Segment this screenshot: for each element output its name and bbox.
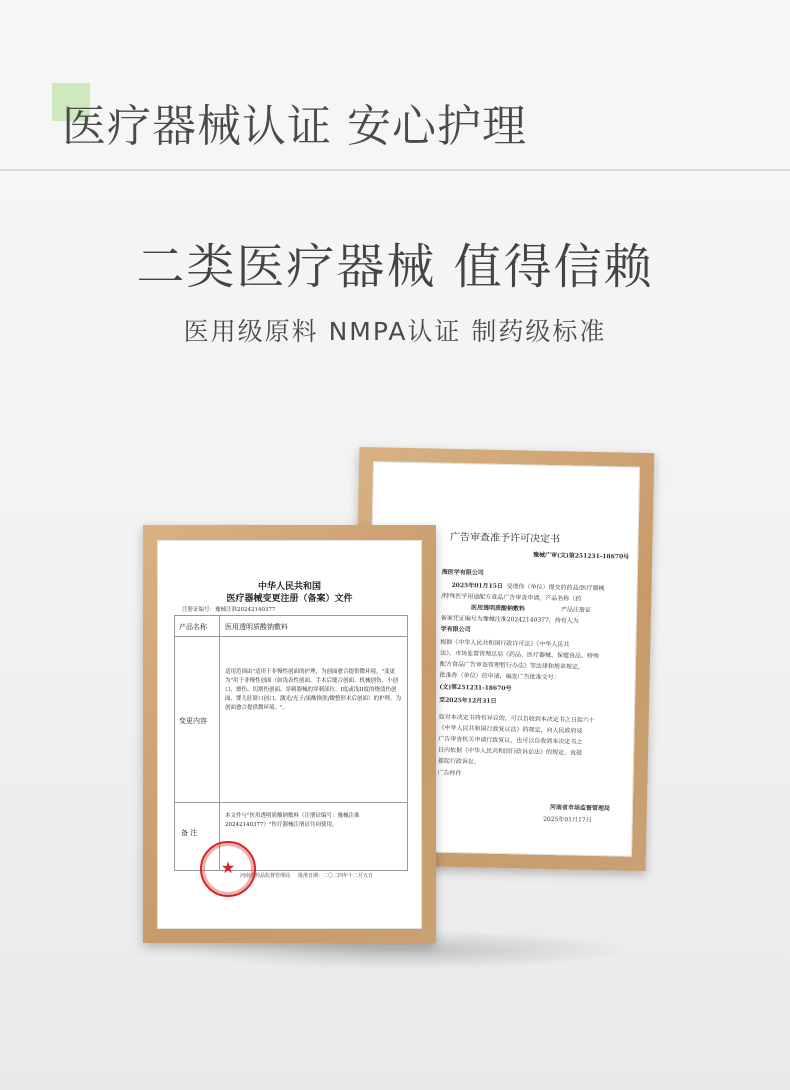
official-seal: [200, 841, 256, 897]
row-label-change-content: 变更内容: [179, 717, 207, 725]
seal-star-icon: ★: [220, 858, 236, 877]
row-value-change-content: 适用范围由"适用于非慢性创面的护理，为创面愈合提供微环境。"变更为"用于非慢性创面（如浅表性创面、手术后缝合创面、机械创伤、小创口、擦伤、切割伤创面、穿刺器械的穿刺部位、I度或浅II度的烧烫伤创面、婴儿肚脐口创口、激光/光子/果酸换肤/微整形术后创面）的护理，为创面愈合提供微环境。"。: [225, 669, 402, 711]
ad-approval-body-9: 批准你（单位）的申请，编发广告批准文号：: [439, 671, 560, 682]
ad-approval-body-16: 提起行政诉讼。: [437, 757, 480, 766]
ad-approval-body-4: 备案凭证编号为豫械注准20242140377，持有人为: [440, 614, 579, 625]
registration-title-line2: 医疗器械变更注册（备案）文件: [226, 594, 353, 604]
registration-title-line1: 中华人民共和国: [257, 582, 321, 592]
ad-approval-body-11: 至2025年12月31日: [439, 696, 497, 705]
section-title: 医疗器械认证 安心护理: [62, 101, 527, 152]
ad-approval-product: 医用透明质酸钠敷料: [470, 604, 526, 613]
ad-approval-number: 豫械广审(文)第251231-18670号: [533, 551, 630, 561]
ad-approval-body-3: 产品注册证: [560, 606, 592, 614]
ad-approval-body-12: 如对本决定书持有异议的，可以自收到本决定书之日起六十: [438, 713, 595, 724]
ad-approval-title: 广告审查准予许可决定书: [449, 531, 561, 546]
registration-approval-date: 批准日期：二〇二四年十二月五日: [298, 873, 374, 879]
ad-approval-body-13: 《中华人民共和国行政复议法》的规定，向人民政府或: [438, 724, 583, 735]
registration-table: [174, 615, 408, 871]
ad-approval-authority: 河南省市场监督管理局: [549, 804, 610, 813]
ad-approval-body-14: 广告审查机关申请行政复议，也可以自收到本决定书之: [438, 735, 583, 746]
row-value-product-name: 医用透明质酸钠敷料: [225, 623, 288, 631]
hero-headline: 二类医疗器械 值得信赖: [136, 239, 654, 295]
hero-subline: 医用级原料 NMPA认证 制药级标准: [183, 317, 607, 346]
ad-approval-body-0: 受理你（单位）提交的药品/医疗器械: [506, 583, 605, 593]
row-label-product-name: 产品名称: [179, 623, 207, 631]
ad-approval-body-8: 配方食品广告审查管理暂行办法》等法律和规章规定，: [439, 660, 584, 671]
certificate-frame-left: [143, 525, 436, 943]
ad-approval-body-5: 学有限公司: [440, 625, 471, 634]
ad-approval-body-6: 根据《中华人民共和国行政许可法》《中华人民共: [440, 638, 570, 649]
ad-approval-body-1: /特殊医学用途配方食品广告审查申请。产品名称（药: [441, 592, 582, 603]
registration-number: 注册证编号：豫械注准20242140377: [182, 607, 276, 613]
ad-approval-body-15: 日内依据《中华人民共和国行政诉讼法》的规定，直接: [438, 746, 583, 757]
row-value-remarks: 本文件与"医用透明质酸钠敷料（注册证编号：豫械注准20242140377）"医疗器械注册证共同使用。: [225, 813, 360, 828]
ad-approval-date-signed: 2025年01月17日: [543, 815, 592, 824]
ad-approval-body-7: 法》、市场监督管理总局《药品、医疗器械、保健食品、特殊: [440, 649, 600, 661]
ad-approval-body-10: (文)第251231-18670号: [439, 683, 512, 693]
section-divider: [0, 169, 790, 171]
ad-approval-date-applied: 2025年01月15日: [451, 581, 503, 590]
ad-approval-body-17: 广告样件: [437, 769, 462, 778]
ad-approval-company: 海医学有限公司: [441, 568, 484, 577]
row-label-remarks: 备 注: [181, 829, 198, 837]
registration-issuer: 河南省药品监督管理局: [240, 873, 291, 879]
registration-change-document: [157, 540, 422, 929]
